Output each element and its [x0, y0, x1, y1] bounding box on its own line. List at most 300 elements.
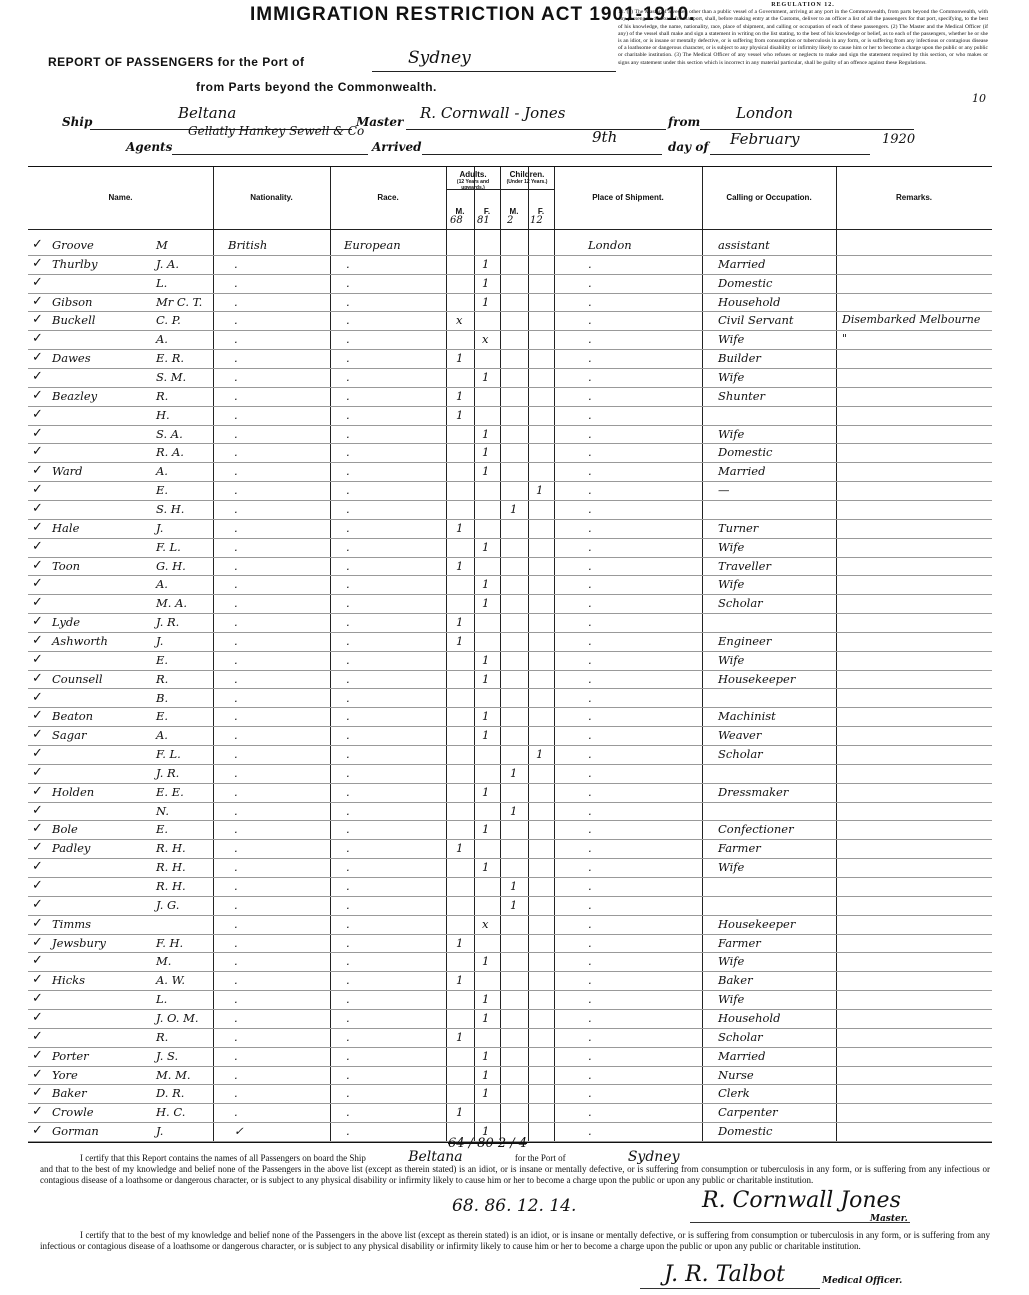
- cell-initials: R. H.: [156, 860, 186, 875]
- cell-nationality: .: [234, 709, 238, 724]
- cell-place: .: [588, 690, 592, 705]
- cell-initials: J. O. M.: [156, 1011, 199, 1026]
- cell-calling: Wife: [718, 332, 745, 347]
- table-row: [28, 991, 992, 1010]
- cell-place: .: [588, 728, 592, 743]
- cell-surname: Beaton: [52, 709, 94, 724]
- arrived-line: [422, 140, 662, 155]
- medical-officer-signature: J. R. Talbot: [664, 1262, 785, 1287]
- cell-place: .: [588, 445, 592, 460]
- table-row: [28, 897, 992, 916]
- cell-calling: Married: [718, 464, 766, 479]
- table-row: [28, 727, 992, 746]
- cell-race: .: [346, 633, 350, 648]
- checkmark-icon: ✓: [32, 746, 43, 762]
- cell-surname: Bole: [52, 822, 78, 837]
- cell-surname: Holden: [52, 784, 95, 799]
- cell-race: .: [346, 388, 350, 403]
- cell-initials: C. P.: [156, 313, 181, 328]
- cell-surname: Timms: [52, 916, 92, 931]
- agents-line: [172, 140, 368, 155]
- cell-race: .: [346, 256, 350, 271]
- report-label: REPORT OF PASSENGERS for the Port of: [48, 55, 305, 69]
- cell-am: 1: [456, 935, 464, 950]
- cell-surname: Yore: [52, 1067, 78, 1082]
- cell-place: .: [588, 879, 592, 894]
- cell-initials: H.: [156, 407, 170, 422]
- checkmark-icon: ✓: [32, 991, 43, 1007]
- total-adult-f: 81: [477, 215, 490, 226]
- cell-initials: J.: [156, 520, 164, 535]
- column-header-child-f: F.: [537, 207, 545, 216]
- cell-nationality: .: [234, 1086, 238, 1101]
- cell-place: .: [588, 765, 592, 780]
- cell-calling: Farmer: [718, 935, 761, 950]
- cell-cm: 1: [510, 879, 518, 894]
- cell-initials: J.: [156, 1124, 164, 1139]
- cell-nationality: .: [234, 652, 238, 667]
- cell-race: .: [346, 596, 350, 611]
- cell-nationality: .: [234, 671, 238, 686]
- cell-initials: D. R.: [156, 1086, 185, 1101]
- checkmark-icon: ✓: [32, 1028, 43, 1044]
- cell-surname: Groove: [52, 238, 94, 252]
- total-adult-m: 68: [450, 215, 463, 226]
- cell-am: 1: [456, 407, 464, 422]
- cell-initials: L.: [156, 275, 168, 290]
- checkmark-icon: ✓: [32, 500, 43, 516]
- cell-place: .: [588, 615, 592, 630]
- ship-label: Ship: [62, 115, 93, 129]
- cell-cm: 1: [510, 501, 518, 516]
- table-row: [28, 501, 992, 520]
- cell-race: .: [346, 992, 350, 1007]
- cell-initials: M: [156, 238, 168, 252]
- cell-nationality: .: [234, 1105, 238, 1120]
- cell-calling: Shunter: [718, 388, 766, 403]
- checkmark-icon: ✓: [32, 651, 43, 667]
- table-row: [28, 859, 992, 878]
- cell-surname: Porter: [52, 1048, 89, 1063]
- checkmark-icon: ✓: [32, 802, 43, 818]
- table-row: [28, 388, 992, 407]
- cell-initials: E.: [156, 483, 169, 498]
- cell-calling: Wife: [718, 426, 745, 441]
- cell-place: .: [588, 539, 592, 554]
- cell-surname: Crowle: [52, 1105, 94, 1120]
- cell-af: 1: [482, 464, 490, 479]
- table-row: [28, 1104, 992, 1123]
- cell-nationality: .: [234, 407, 238, 422]
- checkmark-icon: ✓: [32, 387, 43, 403]
- cell-nationality: .: [234, 351, 238, 366]
- cert1-body: and that to the best of my knowledge and belief none of the Passengers in the above list (except as therein stated) is an idiot, or is insane or mentally defective, or is suffering from consumption or tuberculosis in any form, or is suffering from any infectious or contagious disease of a loathsome or dangerous character, or is subject to any physical disability or infirmity likely to cause him or her to become a charge upon the public or upon any public or charitable institution.: [40, 1164, 990, 1185]
- cell-race: .: [346, 765, 350, 780]
- cell-place: .: [588, 388, 592, 403]
- table-row: [28, 953, 992, 972]
- cell-initials: J.: [156, 633, 164, 648]
- cell-nationality: .: [234, 879, 238, 894]
- cell-initials: A.: [156, 577, 168, 592]
- master-label: Master: [356, 115, 404, 129]
- cell-place: .: [588, 558, 592, 573]
- port-value: Sydney: [408, 48, 471, 68]
- cell-calling: Housekeeper: [718, 916, 796, 931]
- checkmark-icon: ✓: [32, 953, 43, 969]
- cell-surname: Hicks: [52, 973, 86, 988]
- cell-nationality: .: [234, 1067, 238, 1082]
- cell-initials: A. W.: [156, 973, 186, 988]
- cell-af: 1: [482, 1048, 490, 1063]
- table-row: [28, 765, 992, 784]
- checkmark-icon: ✓: [32, 840, 43, 856]
- cell-surname: Gorman: [52, 1124, 99, 1139]
- cell-race: .: [346, 1067, 350, 1082]
- column-header-adults: Adults.: [459, 170, 487, 179]
- cell-initials: A.: [156, 464, 168, 479]
- cell-af: 1: [482, 369, 490, 384]
- cell-nationality: .: [234, 1048, 238, 1063]
- cell-am: 1: [456, 841, 464, 856]
- table-row: [28, 708, 992, 727]
- cell-place: .: [588, 652, 592, 667]
- cell-calling: Wife: [718, 369, 745, 384]
- cell-calling: Engineer: [718, 633, 772, 648]
- cell-initials: N.: [156, 803, 169, 818]
- cell-race: .: [346, 803, 350, 818]
- cell-place: .: [588, 1048, 592, 1063]
- cell-race: .: [346, 1105, 350, 1120]
- cell-calling: Domestic: [718, 275, 773, 290]
- column-header-adult-f: F.: [483, 207, 491, 216]
- cell-place: .: [588, 954, 592, 969]
- cell-place: .: [588, 520, 592, 535]
- cell-af: 1: [482, 992, 490, 1007]
- cell-nationality: .: [234, 294, 238, 309]
- checkmark-icon: ✓: [32, 557, 43, 573]
- cell-calling: Scholar: [718, 1029, 763, 1044]
- table-row: [28, 633, 992, 652]
- cell-initials: R. H.: [156, 879, 186, 894]
- cell-nationality: .: [234, 275, 238, 290]
- cell-nationality: .: [234, 728, 238, 743]
- cell-surname: Dawes: [52, 351, 91, 366]
- cell-nationality: .: [234, 954, 238, 969]
- cell-surname: Hale: [52, 520, 80, 535]
- year-value: 1920: [882, 132, 916, 147]
- cell-initials: F. L.: [156, 539, 181, 554]
- cell-race: .: [346, 671, 350, 686]
- cell-calling: Weaver: [718, 728, 762, 743]
- cell-nationality: .: [234, 577, 238, 592]
- column-header-children-sub: (Under 12 Years.): [506, 179, 548, 185]
- certification-master: [40, 1149, 990, 1186]
- cell-calling: Domestic: [718, 445, 773, 460]
- cert1-intro: I certify that this Report contains the names of all Passengers on board the Ship: [80, 1153, 366, 1163]
- cell-surname: Beazley: [52, 388, 98, 403]
- cell-race: .: [346, 935, 350, 950]
- table-row: [28, 369, 992, 388]
- cell-af: 1: [482, 784, 490, 799]
- cell-calling: Confectioner: [718, 822, 794, 837]
- table-row: [28, 671, 992, 690]
- cell-nationality: British: [228, 238, 268, 252]
- cell-af: x: [482, 332, 489, 347]
- cell-nationality: .: [234, 483, 238, 498]
- cell-race: .: [346, 879, 350, 894]
- cell-race: .: [346, 747, 350, 762]
- cell-calling: Wife: [718, 954, 745, 969]
- cell-calling: Household: [718, 294, 781, 309]
- checkmark-icon: ✓: [32, 821, 43, 837]
- checkmark-icon: ✓: [32, 915, 43, 931]
- cell-nationality: .: [234, 256, 238, 271]
- cell-place: .: [588, 577, 592, 592]
- cell-af: 1: [482, 426, 490, 441]
- cell-nationality: .: [234, 596, 238, 611]
- cell-nationality: .: [234, 784, 238, 799]
- cell-am: 1: [456, 558, 464, 573]
- cell-race: .: [346, 709, 350, 724]
- regulation-title: REGULATION 12.: [771, 2, 835, 8]
- cell-calling: Farmer: [718, 841, 761, 856]
- cell-place: .: [588, 1086, 592, 1101]
- cell-nationality: .: [234, 897, 238, 912]
- checkmark-icon: ✓: [32, 368, 43, 384]
- cell-am: 1: [456, 388, 464, 403]
- cert1-port: Sydney: [627, 1149, 680, 1165]
- cell-calling: —: [718, 483, 730, 498]
- cell-calling: Turner: [718, 520, 759, 535]
- table-row: [28, 614, 992, 633]
- cell-af: 1: [482, 294, 490, 309]
- cell-initials: Mr C. T.: [156, 294, 203, 309]
- table-row: [28, 821, 992, 840]
- column-header-adult-m: M.: [455, 207, 465, 216]
- cell-initials: B.: [156, 690, 169, 705]
- passenger-table: [28, 166, 992, 1143]
- cell-calling: Wife: [718, 860, 745, 875]
- checkmark-icon: ✓: [32, 595, 43, 611]
- cell-race: .: [346, 351, 350, 366]
- cell-initials: J. R.: [156, 615, 180, 630]
- cell-place: .: [588, 803, 592, 818]
- cell-surname: Counsell: [52, 671, 103, 686]
- cell-surname: Sagar: [52, 728, 87, 743]
- cell-place: .: [588, 897, 592, 912]
- cell-af: 1: [482, 671, 490, 686]
- cell-calling: Civil Servant: [718, 313, 794, 328]
- checkmark-icon: ✓: [32, 783, 43, 799]
- cell-af: 1: [482, 539, 490, 554]
- column-header-nationality: Nationality.: [250, 193, 293, 202]
- cell-calling: Domestic: [718, 1124, 773, 1139]
- cell-surname: Baker: [52, 1086, 87, 1101]
- cell-race: .: [346, 690, 350, 705]
- cell-initials: F. H.: [156, 935, 184, 950]
- cell-af: 1: [482, 860, 490, 875]
- cell-place: .: [588, 916, 592, 931]
- cell-am: x: [456, 313, 463, 328]
- cell-initials: A.: [156, 728, 168, 743]
- table-row: [28, 350, 992, 369]
- cell-race: .: [346, 407, 350, 422]
- cell-place: .: [588, 1124, 592, 1139]
- cell-surname: Ward: [52, 464, 83, 479]
- cell-nationality: .: [234, 332, 238, 347]
- column-header-remarks: Remarks.: [895, 193, 933, 202]
- cell-calling: Builder: [718, 351, 761, 366]
- arrived-label: Arrived: [372, 140, 422, 154]
- cell-place: .: [588, 426, 592, 441]
- cert1-ship: Beltana: [408, 1149, 463, 1165]
- cell-initials: J. G.: [156, 897, 180, 912]
- cell-initials: F. L.: [156, 747, 181, 762]
- cell-place: .: [588, 1029, 592, 1044]
- cell-race: .: [346, 464, 350, 479]
- cell-calling: assistant: [718, 238, 770, 252]
- cell-af: 1: [482, 596, 490, 611]
- cell-race: .: [346, 294, 350, 309]
- cell-af: 1: [482, 954, 490, 969]
- cell-calling: Married: [718, 1048, 766, 1063]
- cell-place: .: [588, 671, 592, 686]
- from-value: London: [736, 104, 793, 122]
- cell-place: .: [588, 935, 592, 950]
- checkmark-icon: ✓: [32, 1123, 43, 1139]
- cell-race: .: [346, 1124, 350, 1139]
- checkmark-icon: ✓: [32, 482, 43, 498]
- cell-calling: Baker: [718, 973, 753, 988]
- column-header-child-m: M.: [509, 207, 519, 216]
- table-body: [28, 237, 992, 1142]
- cell-nationality: .: [234, 1011, 238, 1026]
- cell-nationality: .: [234, 690, 238, 705]
- cell-am: 1: [456, 1029, 464, 1044]
- checkmark-icon: ✓: [32, 1010, 43, 1026]
- cell-calling: Scholar: [718, 596, 763, 611]
- checkmark-icon: ✓: [32, 878, 43, 894]
- table-row: [28, 256, 992, 275]
- cell-place: .: [588, 369, 592, 384]
- cell-nationality: .: [234, 747, 238, 762]
- cell-initials: M. A.: [156, 596, 188, 611]
- cell-calling: Wife: [718, 577, 745, 592]
- cell-af: 1: [482, 256, 490, 271]
- cell-race: .: [346, 615, 350, 630]
- checkmark-icon: ✓: [32, 331, 43, 347]
- cell-am: 1: [456, 973, 464, 988]
- cell-race: .: [346, 313, 350, 328]
- total-child-m: 2: [507, 215, 514, 226]
- column-header-calling: Calling or Occupation.: [726, 193, 812, 202]
- checkmark-icon: ✓: [32, 1104, 43, 1120]
- checkmark-icon: ✓: [32, 255, 43, 271]
- cell-race: .: [346, 426, 350, 441]
- checkmark-icon: ✓: [32, 934, 43, 950]
- cell-af: 1: [482, 445, 490, 460]
- cell-calling: Wife: [718, 992, 745, 1007]
- cell-calling: Wife: [718, 539, 745, 554]
- passenger-totals: 68. 86. 12. 14.: [452, 1196, 577, 1216]
- cell-race: .: [346, 897, 350, 912]
- cell-initials: E. R.: [156, 351, 185, 366]
- cell-race: .: [346, 728, 350, 743]
- regulation-block: [618, 2, 988, 102]
- table-row: [28, 803, 992, 822]
- cell-race: .: [346, 369, 350, 384]
- cell-place: .: [588, 633, 592, 648]
- table-row: [28, 294, 992, 313]
- cell-nationality: .: [234, 916, 238, 931]
- checkmark-icon: ✓: [32, 1066, 43, 1082]
- checkmark-icon: ✓: [32, 670, 43, 686]
- cell-race: .: [346, 954, 350, 969]
- cell-af: 1: [482, 1011, 490, 1026]
- cell-place: .: [588, 464, 592, 479]
- cell-calling: Scholar: [718, 747, 763, 762]
- cert1-port-label: for the Port of: [514, 1153, 566, 1163]
- agents-value: Gellatly Hankey Sewell & Co: [188, 124, 365, 138]
- table-row: [28, 331, 992, 350]
- table-row: [28, 1010, 992, 1029]
- cell-nationality: .: [234, 539, 238, 554]
- cell-surname: Thurlby: [52, 256, 98, 271]
- cell-race: .: [346, 860, 350, 875]
- table-row: [28, 1067, 992, 1086]
- cell-am: 1: [456, 1105, 464, 1120]
- checkmark-icon: ✓: [32, 274, 43, 290]
- cell-nationality: .: [234, 633, 238, 648]
- cell-race: .: [346, 822, 350, 837]
- checkmark-icon: ✓: [32, 896, 43, 912]
- table-row: [28, 972, 992, 991]
- checkmark-icon: ✓: [32, 293, 43, 309]
- cell-nationality: .: [234, 388, 238, 403]
- cell-nationality: .: [234, 501, 238, 516]
- cell-initials: S. A.: [156, 426, 183, 441]
- cell-race: .: [346, 332, 350, 347]
- checkmark-icon: ✓: [32, 519, 43, 535]
- ship-value: Beltana: [178, 104, 237, 122]
- cell-initials: A.: [156, 332, 168, 347]
- checkmark-icon: ✓: [32, 576, 43, 592]
- cell-remarks: ": [842, 332, 848, 346]
- checkmark-icon: ✓: [32, 406, 43, 422]
- cell-af: 1: [482, 1067, 490, 1082]
- regulation-text: 12. (1) The Master of a vessel, other than a public vessel of a Government, arriving at any port in the Commonwealth, from parts beyond the Commonwealth, with any passengers on board for that port, shall, before making entry at the Customs, deliver to an officer a list of all the passengers for that port, specifying, to the best of his knowledge, the name, nationality, race, place of shipment, and calling or occupation of each of these passengers. (2) The Master and the Medical Officer (if any) of the vessel shall make and sign a statement in writing on the list stating, to the best of his knowledge or belief, as to each of the passengers, whether he or she is an idiot, or is insane or mentally defective, or is suffering from consumption or tuberculosis in any form, or is suffering from any infectious or contagious disease of a loathsome or dangerous character, or is subject to any physical disability or infirmity likely to cause him or her to become a charge upon the public or any public or charitable institution. (3) The Medical Officer of any vessel who refuses or neglects to make and sign the statement required by this section, or who makes or signs any statement under this section which is incorrect in any material particular, shall be guilty of an offence against these Regulations.: [618, 9, 988, 66]
- checkmark-icon: ✓: [32, 425, 43, 441]
- table-row: [28, 690, 992, 709]
- cell-nationality: .: [234, 841, 238, 856]
- cell-am: 1: [456, 351, 464, 366]
- cell-af: x: [482, 916, 489, 931]
- table-row: [28, 426, 992, 445]
- cell-place: .: [588, 596, 592, 611]
- cell-race: .: [346, 841, 350, 856]
- cell-race: European: [344, 238, 401, 252]
- cell-nationality: .: [234, 313, 238, 328]
- cell-nationality: .: [234, 445, 238, 460]
- checkmark-icon: ✓: [32, 689, 43, 705]
- cell-initials: E.: [156, 652, 169, 667]
- cell-calling: Carpenter: [718, 1105, 778, 1120]
- cell-place: .: [588, 992, 592, 1007]
- cell-calling: Traveller: [718, 558, 771, 573]
- cell-race: .: [346, 275, 350, 290]
- cell-initials: R.: [156, 671, 169, 686]
- cell-place: .: [588, 294, 592, 309]
